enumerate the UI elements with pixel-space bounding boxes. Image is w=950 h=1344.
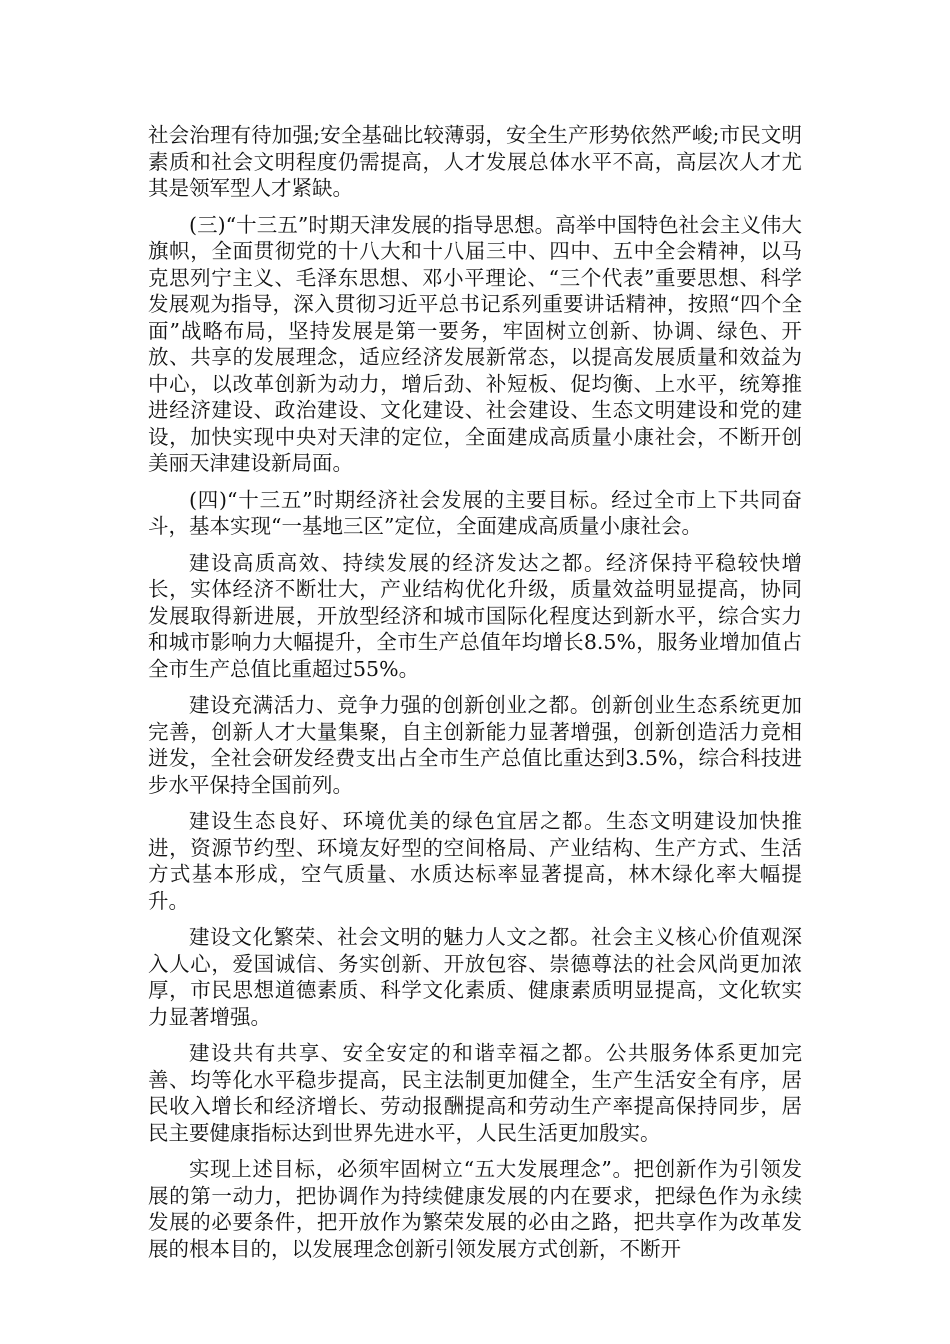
paragraph-main-goals: (四)“十三五”时期经济社会发展的主要目标。经过全市上下共同奋斗，基本实现“一基地三区”定位，全面建成高质量小康社会。 <box>148 487 802 538</box>
paragraph-green-capital: 建设生态良好、环境优美的绿色宜居之都。生态文明建设加快推进，资源节约型、环境友好型的空间格局、产业结构、生产方式、生活方式基本形成，空气质量、水质达标率显著提高，林木绿化率大幅提升。 <box>148 809 802 913</box>
paragraph-guiding-ideology: (三)“十三五”时期天津发展的指导思想。高举中国特色社会主义伟大旗帜，全面贯彻党的十八大和十八届三中、四中、五中全会精神，以马克思列宁主义、毛泽东思想、邓小平理论、“三个代表”重要思想、科学发展观为指导，深入贯彻习近平总书记系列重要讲话精神，按照“四个全面”战略布局，坚持发展是第一要务，牢固树立创新、协调、绿色、开放、共享的发展理念，适应经济发展新常态，以提高发展质量和效益为中心，以改革创新为动力，增后劲、补短板、促均衡、上水平，统筹推进经济建设、政治建设、文化建设、社会建设、生态文明建设和党的建设，加快实现中央对天津的定位，全面建成高质量小康社会，不断开创美丽天津建设新局面。 <box>148 212 802 475</box>
paragraph-harmony-capital: 建设共有共享、安全安定的和谐幸福之都。公共服务体系更加完善、均等化水平稳步提高，民主法制更加健全，生产生活安全有序，居民收入增长和经济增长、劳动报酬提高和劳动生产率提高保持同步，居民主要健康指标达到世界先进水平，人民生活更加殷实。 <box>148 1041 802 1145</box>
paragraph-innovation-capital: 建设充满活力、竞争力强的创新创业之都。创新创业生态系统更加完善，创新人才大量集聚，自主创新能力显著增强，创新创造活力竞相迸发，全社会研发经费支出占全市生产总值比重达到3.5%，综合科技进步水平保持全国前列。 <box>148 693 802 797</box>
paragraph-five-concepts: 实现上述目标，必须牢固树立“五大发展理念”。把创新作为引领发展的第一动力，把协调作为持续健康发展的内在要求，把绿色作为永续发展的必要条件，把开放作为繁荣发展的必由之路，把共享作为改革发展的根本目的，以发展理念创新引领发展方式创新，不断开 <box>148 1157 802 1261</box>
paragraph-cultural-capital: 建设文化繁荣、社会文明的魅力人文之都。社会主义核心价值观深入人心，爱国诚信、务实创新、开放包容、崇德尊法的社会风尚更加浓厚，市民思想道德素质、科学文化素质、健康素质明显提高，文化软实力显著增强。 <box>148 925 802 1029</box>
paragraph-economic-capital: 建设高质高效、持续发展的经济发达之都。经济保持平稳较快增长，实体经济不断壮大，产业结构优化升级，质量效益明显提高，协同发展取得新进展，开放型经济和城市国际化程度达到新水平，综合实力和城市影响力大幅提升，全市生产总值年均增长8.5%，服务业增加值占全市生产总值比重超过55%。 <box>148 550 802 681</box>
document-page <box>148 122 802 1272</box>
paragraph-continuation: 社会治理有待加强;安全基础比较薄弱，安全生产形势依然严峻;市民文明素质和社会文明程度仍需提高，人才发展总体水平不高，高层次人才尤其是领军型人才紧缺。 <box>148 123 802 200</box>
